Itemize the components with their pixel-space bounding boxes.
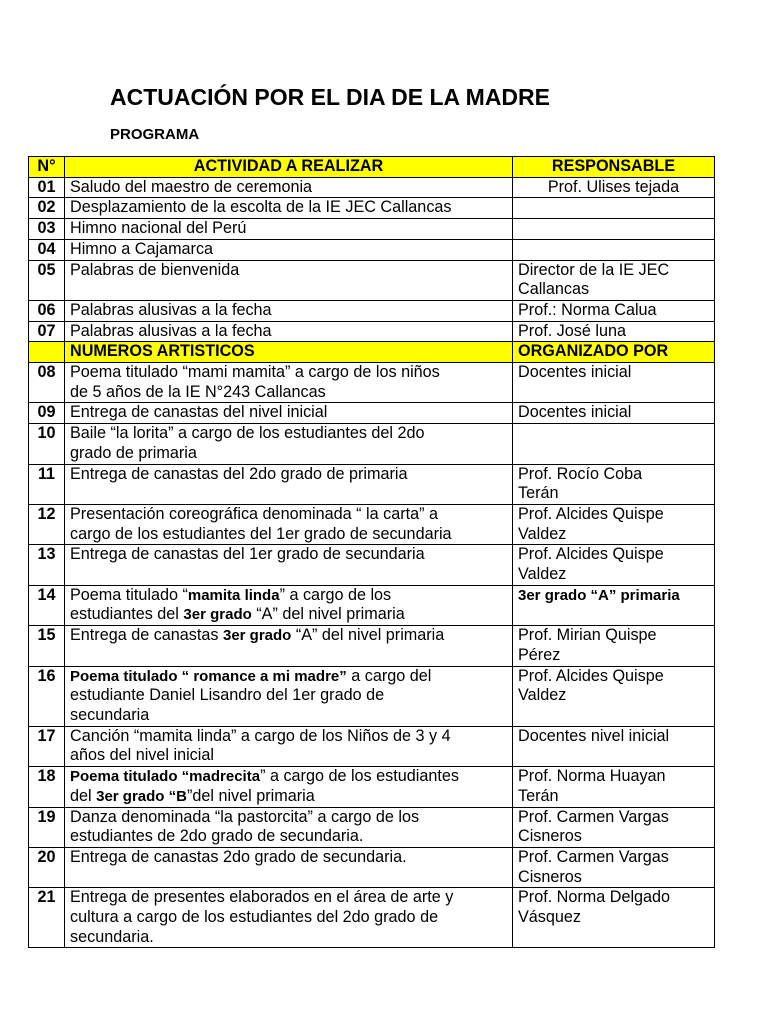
- row-number: 14: [29, 585, 65, 625]
- row-number: 03: [29, 219, 65, 240]
- program-table: [28, 156, 715, 948]
- table-row: [29, 403, 715, 424]
- row-number: 15: [29, 626, 65, 666]
- activity-emphasis: 3er grado: [183, 606, 252, 624]
- row-number: 11: [29, 464, 65, 504]
- responsible-cell: [513, 585, 715, 625]
- row-number: 02: [29, 198, 65, 219]
- activity-cell: Baile “la lorita” a cargo de los estudiantes del 2do grado de primaria: [65, 424, 513, 464]
- activity-text: “A” del nivel primaria: [291, 626, 445, 645]
- table-row: [29, 726, 715, 766]
- responsible-cell: Docentes inicial: [513, 363, 715, 403]
- responsible-emphasis: 3er grado “A” primaria: [518, 586, 680, 604]
- row-number: 20: [29, 847, 65, 887]
- row-number: 13: [29, 545, 65, 585]
- header-responsible: RESPONSABLE: [513, 157, 715, 178]
- table-row: [29, 363, 715, 403]
- activity-cell: Desplazamiento de la escolta de la IE JEC Callancas: [65, 198, 513, 219]
- row-number: 19: [29, 807, 65, 847]
- table-row: [29, 585, 715, 625]
- row-number: 01: [29, 177, 65, 198]
- responsible-cell: [513, 219, 715, 240]
- activity-cell: Himno a Cajamarca: [65, 239, 513, 260]
- activity-emphasis: Poema titulado “ romance a mi madre”: [70, 667, 347, 685]
- activity-cell: Entrega de canastas del nivel inicial: [65, 403, 513, 424]
- row-number: 06: [29, 300, 65, 321]
- responsible-cell: Prof. Alcides Quispe Valdez: [513, 545, 715, 585]
- table-row: [29, 239, 715, 260]
- table-row: [29, 767, 715, 807]
- section-responsible: ORGANIZADO POR: [513, 342, 715, 363]
- table-row: [29, 545, 715, 585]
- activity-cell: Palabras alusivas a la fecha: [65, 300, 513, 321]
- activity-emphasis: 3er grado: [222, 627, 292, 645]
- responsible-cell: Docentes nivel inicial: [513, 726, 715, 766]
- table-row: [29, 177, 715, 198]
- table-row: [29, 888, 715, 948]
- row-number: 09: [29, 403, 65, 424]
- activity-emphasis: Poema titulado “madrecita: [70, 768, 261, 786]
- document-title: ACTUACIÓN POR EL DIA DE LA MADRE: [110, 84, 550, 110]
- activity-cell: Canción “mamita linda” a cargo de los Niños de 3 y 4 años del nivel inicial: [65, 726, 513, 766]
- responsible-cell: Docentes inicial: [513, 403, 715, 424]
- responsible-cell: Prof. Carmen Vargas Cisneros: [513, 807, 715, 847]
- activity-text: “A” del nivel primaria: [251, 605, 405, 624]
- table-row: [29, 198, 715, 219]
- header-num: N°: [29, 157, 65, 178]
- activity-cell: Saludo del maestro de ceremonia: [65, 177, 513, 198]
- table-row: [29, 666, 715, 726]
- activity-text: ” a cargo de los estudiantes del: [70, 585, 392, 624]
- section-activity: NUMEROS ARTISTICOS: [65, 342, 513, 363]
- activity-cell: Himno nacional del Perú: [65, 219, 513, 240]
- activity-text: ” a cargo de los estudiantes del: [70, 767, 459, 805]
- table-row: [29, 260, 715, 300]
- activity-cell: Presentación coreográfica denominada “ la carta” a cargo de los estudiantes del 1er grado de secundaria: [65, 504, 513, 544]
- activity-emphasis: 3er grado “B: [96, 787, 187, 805]
- table-row: [29, 626, 715, 666]
- activity-cell: Entrega de canastas del 1er grado de secundaria: [65, 545, 513, 585]
- table-row: [29, 300, 715, 321]
- responsible-cell: [513, 198, 715, 219]
- responsible-cell: Prof. José luna: [513, 321, 715, 342]
- activity-cell: Entrega de presentes elaborados en el área de arte y cultura a cargo de los estudiantes del 2do grado de secundaria.: [65, 888, 513, 948]
- row-number: 12: [29, 504, 65, 544]
- activity-text: Poema titulado “: [70, 585, 188, 604]
- row-number: 08: [29, 363, 65, 403]
- row-number: 07: [29, 321, 65, 342]
- responsible-cell: Prof. Norma Delgado Vásquez: [513, 888, 715, 948]
- responsible-cell: Director de la IE JEC Callancas: [513, 260, 715, 300]
- responsible-cell: Prof. Alcides Quispe Valdez: [513, 666, 715, 726]
- activity-cell: [65, 585, 513, 625]
- activity-cell: Palabras alusivas a la fecha: [65, 321, 513, 342]
- activity-cell: Poema titulado “mami mamita” a cargo de los niños de 5 años de la IE N°243 Callancas: [65, 363, 513, 403]
- activity-cell: [65, 767, 513, 807]
- activity-cell: Entrega de canastas 2do grado de secundaria.: [65, 847, 513, 887]
- responsible-cell: Prof. Rocío Coba Terán: [513, 464, 715, 504]
- section-num: [29, 342, 65, 363]
- activity-text: Entrega de canastas: [70, 626, 223, 645]
- row-number: 05: [29, 260, 65, 300]
- responsible-cell: Prof. Norma Huayan Terán: [513, 767, 715, 807]
- table-row: [29, 424, 715, 464]
- activity-text: a cargo del estudiante Daniel Lisandro del 1er grado de secundaria: [70, 666, 432, 724]
- activity-cell: Palabras de bienvenida: [65, 260, 513, 300]
- responsible-cell: Prof.: Norma Calua: [513, 300, 715, 321]
- responsible-cell: Prof. Ulises tejada: [513, 177, 715, 198]
- table-row: [29, 464, 715, 504]
- row-number: 18: [29, 767, 65, 807]
- table-row: [29, 807, 715, 847]
- row-number: 16: [29, 666, 65, 726]
- document-subtitle: PROGRAMA: [110, 126, 200, 143]
- responsible-cell: Prof. Alcides Quispe Valdez: [513, 504, 715, 544]
- activity-cell: Danza denominada “la pastorcita” a cargo de los estudiantes de 2do grado de secundaria.: [65, 807, 513, 847]
- table-row: [29, 219, 715, 240]
- activity-cell: [65, 626, 513, 666]
- activity-text: ”del nivel primaria: [186, 786, 315, 805]
- table-row: [29, 321, 715, 342]
- activity-emphasis: mamita linda: [187, 586, 280, 604]
- responsible-cell: [513, 424, 715, 464]
- row-number: 17: [29, 726, 65, 766]
- header-activity: ACTIVIDAD A REALIZAR: [65, 157, 513, 178]
- table-header-row: [29, 157, 715, 178]
- responsible-cell: Prof. Mirian Quispe Pérez: [513, 626, 715, 666]
- activity-cell: [65, 666, 513, 726]
- table-row: [29, 847, 715, 887]
- row-number: 04: [29, 239, 65, 260]
- row-number: 21: [29, 888, 65, 948]
- activity-cell: Entrega de canastas del 2do grado de primaria: [65, 464, 513, 504]
- responsible-cell: Prof. Carmen Vargas Cisneros: [513, 847, 715, 887]
- responsible-cell: [513, 239, 715, 260]
- table-row: [29, 504, 715, 544]
- row-number: 10: [29, 424, 65, 464]
- section-row: [29, 342, 715, 363]
